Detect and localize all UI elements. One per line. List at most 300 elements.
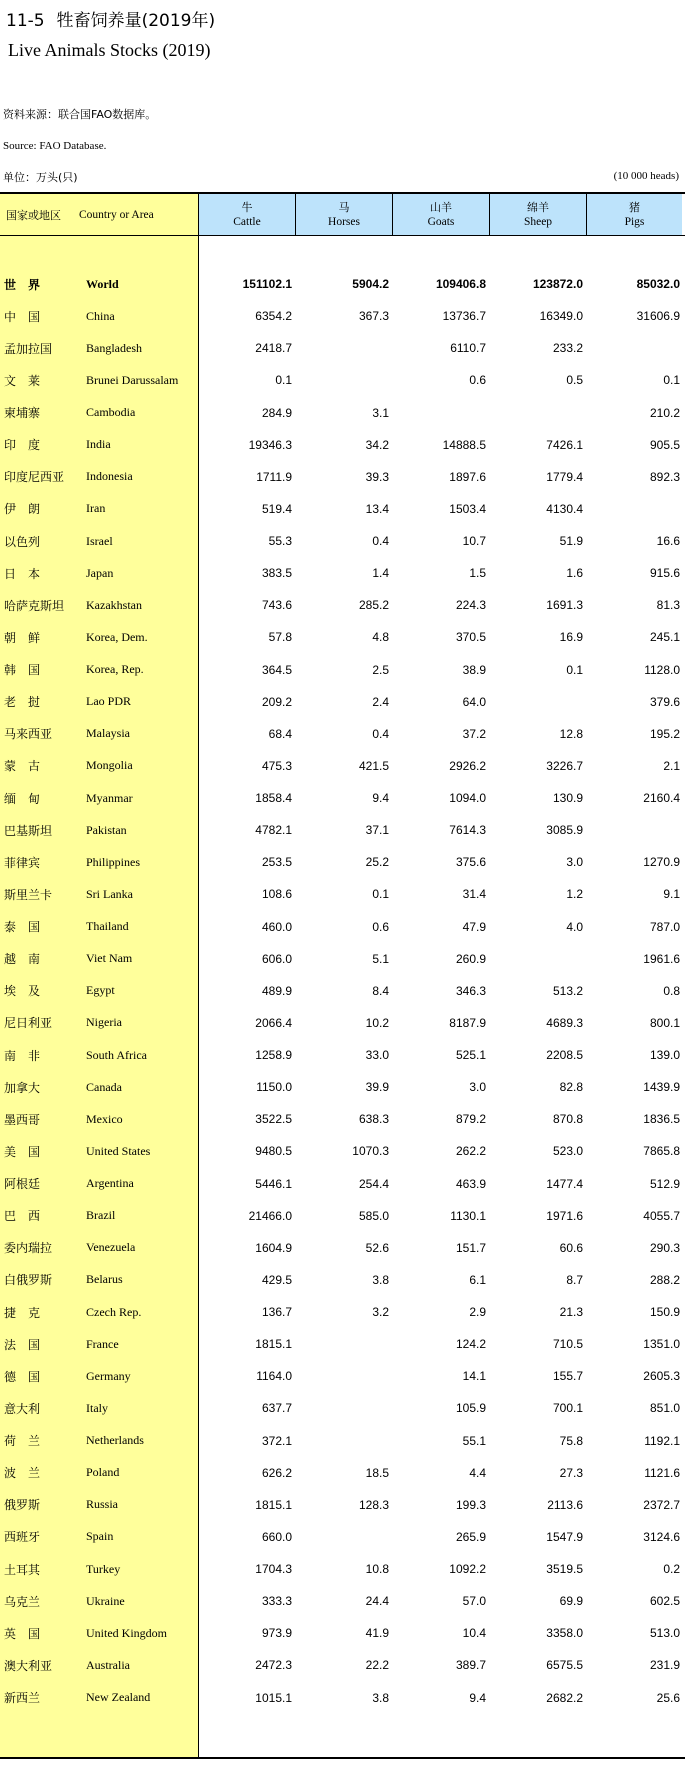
cell-horses: 638.3	[358, 1112, 389, 1127]
cell-horses: 128.3	[358, 1497, 389, 1512]
cell-sheep: 60.6	[559, 1240, 583, 1255]
region-name-cn: 泰 国	[4, 920, 41, 935]
cell-cattle: 2418.7	[255, 341, 292, 356]
table-row	[0, 1328, 685, 1360]
table-row	[0, 1232, 685, 1264]
region-name-en: Poland	[86, 1465, 120, 1480]
table-header	[0, 194, 685, 236]
region-name-en: Indonesia	[86, 469, 133, 484]
cell-goats: 1897.6	[449, 469, 486, 484]
cell-pigs: 231.9	[649, 1658, 680, 1673]
region-name-en: Thailand	[86, 919, 129, 934]
region-name-en: Russia	[86, 1497, 119, 1512]
cell-goats: 151.7	[455, 1240, 486, 1255]
cell-goats: 1092.2	[449, 1562, 486, 1577]
header-region-cn: 国家或地区	[6, 208, 61, 222]
cell-horses: 4.8	[372, 630, 389, 645]
cell-horses: 254.4	[358, 1176, 389, 1191]
cell-sheep: 4.0	[566, 919, 583, 934]
table-row	[0, 1071, 685, 1103]
header-en: Goats	[427, 215, 455, 228]
region-name-en: United States	[86, 1143, 151, 1158]
header-en: Pigs	[624, 215, 645, 228]
cell-cattle: 5446.1	[255, 1176, 292, 1191]
unit-en: (10 000 heads)	[613, 170, 679, 182]
cell-pigs: 2605.3	[643, 1369, 680, 1384]
cell-goats: 6110.7	[450, 341, 486, 356]
cell-cattle: 1258.9	[255, 1048, 292, 1063]
cell-sheep: 21.3	[559, 1305, 583, 1320]
cell-cattle: 383.5	[261, 566, 292, 581]
cell-cattle: 4782.1	[255, 823, 292, 838]
cell-pigs: 512.9	[649, 1176, 680, 1191]
cell-horses: 10.8	[365, 1562, 389, 1577]
cell-pigs: 1121.6	[644, 1465, 680, 1480]
cell-sheep: 3519.5	[546, 1562, 583, 1577]
region-name-en: Lao PDR	[86, 694, 131, 709]
cell-sheep: 51.9	[559, 534, 583, 549]
cell-horses: 0.1	[372, 887, 389, 902]
table-row	[0, 1553, 685, 1585]
cell-horses: 5.1	[372, 951, 389, 966]
region-name-cn: 世 界	[4, 277, 41, 292]
cell-horses: 24.4	[365, 1594, 389, 1609]
cell-goats: 375.6	[455, 855, 486, 870]
table-row	[0, 429, 685, 461]
header-cn: 马	[338, 200, 350, 214]
cell-horses: 22.2	[365, 1658, 389, 1673]
table-row	[0, 1489, 685, 1521]
region-name-cn: 印 度	[4, 438, 41, 453]
cell-pigs: 290.3	[649, 1240, 680, 1255]
region-name-en: World	[86, 276, 119, 291]
cell-horses: 39.9	[365, 1080, 389, 1095]
cell-goats: 525.1	[455, 1048, 486, 1063]
cell-horses: 0.4	[372, 534, 389, 549]
header-pigs	[587, 194, 682, 235]
cell-cattle: 1858.4	[255, 791, 292, 806]
table-row	[0, 461, 685, 493]
cell-pigs: 150.9	[649, 1305, 680, 1320]
region-name-en: Nigeria	[86, 1015, 122, 1030]
region-name-cn: 中 国	[4, 309, 41, 324]
cell-pigs: 1961.6	[643, 951, 680, 966]
cell-cattle: 973.9	[261, 1626, 292, 1641]
header-cattle	[199, 194, 296, 235]
cell-pigs: 1270.9	[643, 855, 680, 870]
cell-horses: 1070.3	[352, 1144, 389, 1159]
cell-horses: 3.1	[372, 405, 389, 420]
header-region	[0, 194, 199, 235]
region-name-en: Brunei Darussalam	[86, 372, 179, 387]
cell-goats: 14888.5	[442, 437, 486, 452]
region-name-en: Turkey	[86, 1561, 121, 1576]
region-name-cn: 蒙 古	[4, 759, 41, 774]
cell-cattle: 253.5	[261, 855, 292, 870]
region-name-cn: 孟加拉国	[4, 341, 53, 356]
cell-pigs: 602.5	[649, 1594, 680, 1609]
region-name-cn: 捷 克	[4, 1305, 41, 1320]
cell-cattle: 151102.1	[242, 277, 292, 292]
cell-cattle: 3522.5	[255, 1112, 292, 1127]
table-bottom-rule	[0, 1757, 685, 1759]
region-name-en: Sri Lanka	[86, 886, 133, 901]
cell-horses: 1.4	[372, 566, 389, 581]
cell-horses: 5904.2	[352, 277, 389, 292]
cell-goats: 879.2	[455, 1112, 486, 1127]
region-name-cn: 老 挝	[4, 695, 41, 710]
region-name-en: Mexico	[86, 1111, 123, 1126]
cell-horses: 33.0	[365, 1048, 389, 1063]
cell-pigs: 800.1	[649, 1015, 680, 1030]
cell-pigs: 245.1	[649, 630, 680, 645]
table-row	[0, 975, 685, 1007]
region-name-cn: 墨西哥	[4, 1112, 41, 1127]
table-row	[0, 1425, 685, 1457]
region-name-cn: 巴 西	[4, 1209, 41, 1224]
table-row	[0, 814, 685, 846]
cell-goats: 224.3	[455, 598, 486, 613]
header-cn: 山羊	[430, 200, 452, 214]
cell-cattle: 1164.0	[256, 1369, 292, 1384]
cell-goats: 7614.3	[449, 823, 486, 838]
cell-sheep: 123872.0	[532, 277, 583, 292]
cell-goats: 31.4	[462, 887, 486, 902]
cell-goats: 37.2	[462, 726, 486, 741]
table-row	[0, 1617, 685, 1649]
region-name-en: Ukraine	[86, 1593, 125, 1608]
cell-goats: 1.5	[469, 566, 486, 581]
region-name-cn: 荷 兰	[4, 1434, 41, 1449]
table-row	[0, 525, 685, 557]
cell-goats: 389.7	[455, 1658, 486, 1673]
region-name-cn: 英 国	[4, 1626, 41, 1641]
cell-cattle: 372.1	[261, 1433, 292, 1448]
cell-horses: 18.5	[365, 1465, 389, 1480]
cell-goats: 8187.9	[449, 1015, 486, 1030]
cell-cattle: 333.3	[261, 1594, 292, 1609]
cell-pigs: 2.1	[663, 758, 680, 773]
cell-horses: 3.8	[372, 1690, 389, 1705]
table-row	[0, 1296, 685, 1328]
cell-goats: 13736.7	[442, 309, 486, 324]
cell-cattle: 68.4	[268, 726, 292, 741]
cell-horses: 3.8	[372, 1272, 389, 1287]
cell-pigs: 210.2	[649, 405, 680, 420]
cell-horses: 41.9	[365, 1626, 389, 1641]
header-horses	[296, 194, 393, 235]
cell-cattle: 108.6	[261, 887, 292, 902]
region-name-cn: 德 国	[4, 1369, 41, 1384]
cell-sheep: 2208.5	[546, 1048, 583, 1063]
cell-pigs: 1128.0	[644, 662, 680, 677]
cell-cattle: 743.6	[261, 598, 292, 613]
table-row	[0, 750, 685, 782]
title-cn: 牲畜饲养量(2019年)	[56, 11, 216, 31]
cell-horses: 285.2	[358, 598, 389, 613]
region-name-cn: 越 南	[4, 952, 41, 967]
cell-horses: 37.1	[365, 823, 389, 838]
cell-goats: 10.4	[462, 1626, 486, 1641]
table-row	[0, 782, 685, 814]
cell-horses: 0.6	[372, 919, 389, 934]
cell-sheep: 2113.6	[547, 1497, 583, 1512]
table-row	[0, 1007, 685, 1039]
cell-cattle: 0.1	[275, 373, 292, 388]
table-body	[0, 268, 685, 1714]
cell-sheep: 700.1	[552, 1401, 583, 1416]
table-row	[0, 1200, 685, 1232]
header-region-en: Country or Area	[79, 208, 154, 221]
cell-sheep: 4689.3	[546, 1015, 583, 1030]
cell-sheep: 1.2	[566, 887, 583, 902]
cell-pigs: 16.6	[656, 534, 680, 549]
table-row	[0, 300, 685, 332]
table-row	[0, 878, 685, 910]
region-name-en: Viet Nam	[86, 951, 133, 966]
table-number: 11-5	[6, 11, 45, 31]
table-row	[0, 397, 685, 429]
cell-cattle: 21466.0	[248, 1208, 292, 1223]
source-en: Source: FAO Database.	[3, 140, 107, 152]
cell-sheep: 710.5	[552, 1337, 583, 1352]
cell-horses: 25.2	[365, 855, 389, 870]
cell-cattle: 9480.5	[255, 1144, 292, 1159]
cell-pigs: 0.1	[663, 373, 680, 388]
table-row	[0, 1360, 685, 1392]
cell-pigs: 288.2	[649, 1272, 680, 1287]
cell-cattle: 489.9	[261, 983, 292, 998]
unit-cn: 单位：万头(只)	[3, 171, 78, 184]
cell-cattle: 2472.3	[255, 1658, 292, 1673]
table-row	[0, 1521, 685, 1553]
cell-cattle: 209.2	[261, 694, 292, 709]
cell-horses: 3.2	[372, 1305, 389, 1320]
cell-pigs: 3124.6	[643, 1529, 680, 1544]
region-name-en: Belarus	[86, 1272, 123, 1287]
region-name-cn: 印度尼西亚	[4, 470, 65, 485]
cell-sheep: 16.9	[559, 630, 583, 645]
region-name-cn: 澳大利亚	[4, 1658, 53, 1673]
cell-cattle: 364.5	[261, 662, 292, 677]
region-name-en: Czech Rep.	[86, 1304, 142, 1319]
region-name-cn: 埃 及	[4, 984, 41, 999]
region-name-cn: 哈萨克斯坦	[4, 598, 65, 613]
cell-cattle: 6354.2	[255, 309, 292, 324]
region-name-en: Netherlands	[86, 1433, 144, 1448]
cell-goats: 57.0	[462, 1594, 486, 1609]
table-row	[0, 1392, 685, 1424]
header-cn: 牛	[241, 200, 253, 214]
cell-sheep: 3085.9	[546, 823, 583, 838]
region-name-en: Kazakhstan	[86, 597, 142, 612]
cell-goats: 1094.0	[449, 791, 486, 806]
cell-pigs: 905.5	[649, 437, 680, 452]
cell-pigs: 787.0	[649, 919, 680, 934]
cell-cattle: 475.3	[261, 758, 292, 773]
region-name-cn: 波 兰	[4, 1466, 41, 1481]
cell-pigs: 379.6	[649, 694, 680, 709]
cell-goats: 1503.4	[449, 501, 486, 516]
table-row	[0, 1649, 685, 1681]
cell-cattle: 606.0	[261, 951, 292, 966]
cell-horses: 0.4	[372, 726, 389, 741]
region-name-cn: 文 莱	[4, 373, 41, 388]
cell-cattle: 1711.9	[256, 469, 292, 484]
cell-sheep: 155.7	[552, 1369, 583, 1384]
table-row	[0, 621, 685, 653]
cell-goats: 346.3	[455, 983, 486, 998]
region-name-cn: 尼日利亚	[4, 1016, 53, 1031]
cell-cattle: 1815.1	[255, 1497, 292, 1512]
cell-goats: 199.3	[455, 1497, 486, 1512]
region-name-en: Korea, Dem.	[86, 629, 148, 644]
cell-sheep: 1779.4	[546, 469, 583, 484]
region-name-cn: 马来西亚	[4, 727, 53, 742]
table-row	[0, 1168, 685, 1200]
cell-goats: 463.9	[455, 1176, 486, 1191]
header-cn: 猪	[629, 200, 640, 214]
region-name-cn: 菲律宾	[4, 855, 41, 870]
header-en: Sheep	[523, 215, 553, 228]
cell-sheep: 12.8	[559, 726, 583, 741]
cell-cattle: 519.4	[261, 501, 292, 516]
cell-horses: 585.0	[358, 1208, 389, 1223]
table-row	[0, 911, 685, 943]
cell-horses: 421.5	[358, 758, 389, 773]
region-name-en: Egypt	[86, 983, 115, 998]
cell-horses: 367.3	[358, 309, 389, 324]
cell-goats: 260.9	[455, 951, 486, 966]
cell-cattle: 284.9	[261, 405, 292, 420]
cell-pigs: 25.6	[656, 1690, 680, 1705]
region-name-en: Brazil	[86, 1208, 116, 1223]
cell-horses: 39.3	[365, 469, 389, 484]
region-name-cn: 俄罗斯	[4, 1498, 41, 1513]
region-name-cn: 伊 朗	[4, 502, 41, 517]
table-row	[0, 654, 685, 686]
cell-sheep: 1971.6	[546, 1208, 583, 1223]
table-row	[0, 332, 685, 364]
cell-cattle: 1604.9	[255, 1240, 292, 1255]
cell-sheep: 82.8	[559, 1080, 583, 1095]
cell-goats: 0.6	[469, 373, 486, 388]
cell-sheep: 130.9	[552, 791, 583, 806]
cell-pigs: 31606.9	[636, 309, 680, 324]
region-name-en: India	[86, 437, 111, 452]
cell-sheep: 69.9	[559, 1594, 583, 1609]
cell-pigs: 9.1	[663, 887, 680, 902]
region-name-en: Mongolia	[86, 758, 133, 773]
cell-cattle: 19346.3	[248, 437, 292, 452]
cell-sheep: 8.7	[566, 1272, 583, 1287]
cell-pigs: 513.0	[649, 1626, 680, 1641]
region-name-cn: 以色列	[4, 534, 41, 549]
cell-sheep: 1.6	[566, 566, 583, 581]
cell-goats: 105.9	[455, 1401, 486, 1416]
cell-goats: 10.7	[462, 534, 486, 549]
region-name-en: Pakistan	[86, 822, 127, 837]
cell-cattle: 626.2	[261, 1465, 292, 1480]
cell-horses: 13.4	[365, 501, 389, 516]
header-goats	[393, 194, 490, 235]
cell-cattle: 1815.1	[255, 1337, 292, 1352]
cell-horses: 2.4	[372, 694, 389, 709]
region-name-cn: 西班牙	[4, 1530, 41, 1545]
table-row	[0, 268, 685, 300]
region-name-cn: 委内瑞拉	[4, 1241, 53, 1256]
cell-horses: 8.4	[372, 983, 389, 998]
region-name-cn: 柬埔寨	[4, 406, 41, 421]
cell-cattle: 57.8	[268, 630, 292, 645]
page-title	[6, 6, 215, 31]
region-name-cn: 缅 甸	[4, 791, 41, 806]
cell-goats: 4.4	[469, 1465, 486, 1480]
region-name-en: Cambodia	[86, 405, 136, 420]
cell-cattle: 637.7	[261, 1401, 292, 1416]
cell-sheep: 7426.1	[546, 437, 583, 452]
cell-cattle: 660.0	[261, 1529, 292, 1544]
cell-pigs: 1439.9	[643, 1080, 680, 1095]
cell-goats: 370.5	[455, 630, 486, 645]
cell-sheep: 75.8	[559, 1433, 583, 1448]
cell-sheep: 3.0	[566, 855, 583, 870]
table-row	[0, 589, 685, 621]
region-name-cn: 白俄罗斯	[4, 1273, 53, 1288]
region-name-cn: 朝 鲜	[4, 630, 41, 645]
cell-cattle: 2066.4	[255, 1015, 292, 1030]
region-name-cn: 加拿大	[4, 1080, 41, 1095]
cell-sheep: 16349.0	[539, 309, 583, 324]
cell-horses: 2.5	[372, 662, 389, 677]
cell-sheep: 4130.4	[546, 501, 583, 516]
cell-goats: 262.2	[455, 1144, 486, 1159]
cell-cattle: 55.3	[268, 534, 292, 549]
cell-cattle: 460.0	[261, 919, 292, 934]
cell-sheep: 870.8	[552, 1112, 583, 1127]
region-name-en: Iran	[86, 501, 106, 516]
table-row	[0, 557, 685, 589]
table-row	[0, 1585, 685, 1617]
cell-pigs: 195.2	[649, 726, 680, 741]
cell-pigs: 2160.4	[643, 791, 680, 806]
cell-pigs: 139.0	[649, 1048, 680, 1063]
cell-pigs: 1351.0	[643, 1337, 680, 1352]
cell-sheep: 523.0	[552, 1144, 583, 1159]
region-name-cn: 美 国	[4, 1144, 41, 1159]
cell-sheep: 0.1	[566, 662, 583, 677]
cell-sheep: 6575.5	[546, 1658, 583, 1673]
cell-sheep: 513.2	[552, 983, 583, 998]
cell-sheep: 0.5	[566, 373, 583, 388]
region-name-en: France	[86, 1336, 119, 1351]
region-name-en: Korea, Rep.	[86, 662, 144, 677]
region-name-cn: 日 本	[4, 566, 41, 581]
region-name-en: Bangladesh	[86, 340, 142, 355]
cell-goats: 9.4	[469, 1690, 486, 1705]
region-name-en: China	[86, 308, 115, 323]
table-row	[0, 1682, 685, 1714]
cell-horses: 9.4	[372, 791, 389, 806]
region-name-en: Venezuela	[86, 1240, 136, 1255]
cell-pigs: 85032.0	[636, 277, 680, 292]
cell-goats: 124.2	[455, 1337, 486, 1352]
region-name-en: Germany	[86, 1368, 131, 1383]
cell-pigs: 2372.7	[643, 1497, 680, 1512]
region-name-cn: 斯里兰卡	[4, 887, 53, 902]
header-sheep	[490, 194, 587, 235]
cell-cattle: 1015.1	[255, 1690, 292, 1705]
